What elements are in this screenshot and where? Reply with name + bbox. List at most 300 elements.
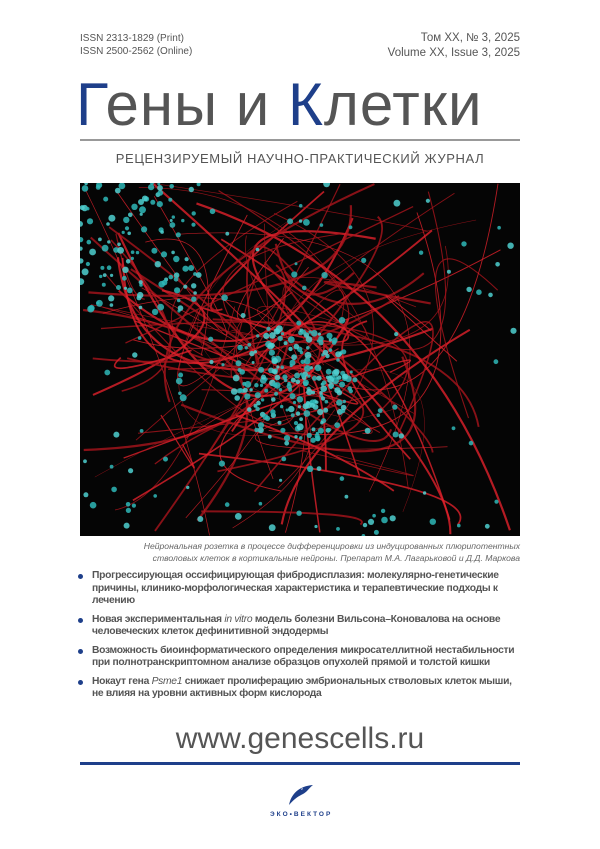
issn-print: ISSN 2313-1829 (Print) [80, 33, 184, 44]
cell-nucleus [256, 401, 261, 406]
cell-nucleus [196, 272, 202, 278]
cell-nucleus [288, 336, 295, 343]
cell-nucleus [343, 374, 349, 380]
cell-nucleus [261, 375, 266, 380]
cell-nucleus [255, 407, 259, 411]
cell-nucleus [294, 344, 300, 350]
volume-ru: Том XX, № 3, 2025 [420, 32, 520, 44]
cell-nucleus [221, 294, 228, 301]
cell-nucleus [341, 405, 347, 411]
cell-nucleus [279, 479, 282, 482]
title-initial-2: К [287, 71, 324, 138]
cell-nucleus [235, 513, 242, 520]
article-title-part: модель болезни Вильсона–Коновалова на основе человеческих клеток дефинитивной эндодермы [92, 613, 501, 637]
cell-nucleus [485, 524, 490, 529]
cell-nucleus [83, 459, 87, 463]
cell-nucleus [325, 400, 329, 404]
cell-nucleus [158, 190, 164, 196]
cell-nucleus [132, 352, 137, 357]
cell-nucleus [124, 523, 130, 529]
cell-nucleus [343, 400, 346, 403]
volume-block [388, 31, 520, 61]
cell-nucleus [128, 468, 133, 473]
cell-nucleus [297, 396, 303, 402]
image-caption [60, 540, 520, 564]
cell-nucleus [284, 435, 290, 441]
cell-nucleus [84, 183, 88, 185]
cell-nucleus [244, 393, 250, 399]
title-rest-1: ены и [105, 71, 288, 138]
cell-nucleus [335, 351, 341, 357]
cell-nucleus [208, 337, 213, 342]
cell-nucleus [328, 375, 331, 378]
cell-nucleus [275, 375, 281, 381]
cell-nucleus [152, 309, 158, 315]
volume-en: Volume XX, Issue 3, 2025 [387, 47, 520, 59]
cell-nucleus [169, 275, 174, 280]
cell-nucleus [122, 267, 128, 273]
cell-nucleus [110, 465, 114, 469]
cell-nucleus [476, 289, 482, 295]
article-item [76, 570, 524, 608]
cell-nucleus [372, 514, 376, 518]
cell-nucleus [252, 361, 255, 364]
cell-nucleus [296, 511, 301, 516]
cell-nucleus [90, 502, 97, 509]
cell-nucleus [87, 240, 92, 245]
cell-nucleus [494, 500, 498, 504]
cover-micrograph [80, 183, 520, 536]
cell-nucleus [140, 213, 143, 216]
cell-nucleus [274, 328, 280, 334]
cell-nucleus [271, 397, 276, 402]
cell-nucleus [363, 523, 367, 527]
cell-nucleus [347, 386, 352, 391]
cell-nucleus [318, 333, 321, 336]
cell-nucleus [197, 183, 201, 186]
cell-nucleus [139, 206, 146, 213]
cell-nucleus [153, 494, 157, 498]
cell-nucleus [178, 305, 184, 311]
cell-nucleus [320, 223, 324, 227]
cell-nucleus [293, 401, 296, 404]
cell-nucleus [323, 408, 328, 413]
cell-nucleus [303, 410, 310, 417]
cell-nucleus [162, 280, 168, 286]
cell-nucleus [96, 301, 99, 304]
cell-nucleus [225, 502, 230, 507]
cell-nucleus [237, 345, 243, 351]
cell-nucleus [127, 232, 131, 236]
cell-nucleus [86, 207, 89, 210]
cell-nucleus [320, 421, 323, 424]
cell-nucleus [306, 389, 312, 395]
bullet-icon [78, 649, 83, 654]
article-list [76, 570, 524, 707]
cell-nucleus [111, 487, 117, 493]
cell-nucleus [256, 248, 260, 252]
cell-nucleus [336, 527, 340, 531]
cell-nucleus [510, 328, 516, 334]
cell-nucleus [305, 402, 311, 408]
cell-nucleus [341, 349, 346, 354]
cell-nucleus [254, 383, 258, 387]
cell-nucleus [336, 358, 340, 362]
cell-nucleus [312, 376, 317, 381]
cell-nucleus [276, 365, 279, 368]
cell-nucleus [128, 213, 133, 218]
cell-nucleus [209, 360, 213, 364]
publisher-name: ЭКО•ВЕКТОР [270, 811, 333, 818]
cell-nucleus [333, 369, 339, 375]
cell-nucleus [350, 371, 353, 374]
cell-nucleus [273, 370, 278, 375]
cell-nucleus [305, 352, 312, 359]
cell-nucleus [247, 343, 251, 347]
cell-nucleus [394, 200, 401, 207]
cell-nucleus [126, 502, 131, 507]
cell-nucleus [182, 266, 188, 272]
cell-nucleus [122, 231, 125, 234]
cell-nucleus [284, 441, 289, 446]
cell-nucleus [263, 414, 269, 420]
cell-nucleus [155, 261, 161, 267]
cell-nucleus [82, 185, 89, 192]
cell-nucleus [83, 492, 88, 497]
cell-nucleus [279, 388, 282, 391]
cell-nucleus [231, 388, 238, 395]
cell-nucleus [319, 340, 324, 345]
cell-nucleus [430, 519, 436, 525]
cell-nucleus [507, 243, 513, 249]
cell-nucleus [192, 211, 196, 215]
cell-nucleus [241, 313, 246, 318]
title-initial-1: Г [76, 71, 106, 138]
cell-nucleus [291, 271, 297, 277]
cell-nucleus [80, 258, 84, 263]
cell-nucleus [306, 346, 310, 350]
cell-nucleus [296, 411, 300, 415]
cell-nucleus [332, 337, 338, 343]
cell-nucleus [191, 297, 196, 302]
cell-nucleus [113, 432, 119, 438]
cell-nucleus [303, 380, 309, 386]
cell-nucleus [381, 509, 385, 513]
cell-nucleus [210, 209, 216, 215]
cell-nucleus [288, 347, 292, 351]
cell-nucleus [461, 241, 466, 246]
cell-nucleus [270, 343, 275, 348]
cell-nucleus [274, 392, 278, 396]
cell-nucleus [102, 245, 109, 252]
cell-nucleus [89, 249, 96, 256]
cell-nucleus [284, 341, 288, 345]
cell-nucleus [178, 373, 183, 378]
cell-nucleus [390, 515, 396, 521]
cell-nucleus [315, 365, 322, 372]
cell-nucleus [126, 259, 131, 264]
cell-nucleus [173, 256, 179, 262]
cell-nucleus [123, 217, 129, 223]
cell-nucleus [322, 380, 327, 385]
cell-nucleus [300, 351, 303, 354]
cell-nucleus [291, 354, 297, 360]
cell-nucleus [294, 435, 297, 438]
cell-nucleus [280, 365, 284, 369]
cell-nucleus [290, 364, 293, 367]
cell-nucleus [243, 388, 248, 393]
cell-nucleus [269, 524, 276, 531]
cell-nucleus [469, 441, 474, 446]
cell-nucleus [107, 240, 110, 243]
cell-nucleus [336, 399, 342, 405]
cell-nucleus [116, 285, 121, 290]
cell-nucleus [315, 436, 321, 442]
cell-nucleus [326, 333, 332, 339]
cell-nucleus [131, 204, 137, 210]
cell-nucleus [191, 223, 195, 227]
cell-nucleus [99, 275, 102, 278]
cell-nucleus [315, 401, 318, 404]
cell-nucleus [103, 197, 108, 202]
cell-nucleus [125, 226, 129, 230]
cell-nucleus [138, 336, 142, 340]
cell-nucleus [447, 270, 451, 274]
cell-nucleus [180, 394, 187, 401]
cell-nucleus [352, 377, 357, 382]
cell-nucleus [299, 417, 303, 421]
cell-nucleus [494, 359, 499, 364]
cell-nucleus [161, 251, 167, 257]
cell-nucleus [80, 221, 83, 227]
bullet-icon [78, 618, 83, 623]
cell-nucleus [219, 461, 225, 467]
cell-nucleus [264, 389, 268, 393]
cell-nucleus [140, 429, 144, 433]
article-title: Прогрессирующая оссифицирующая фибродисплазия: молекулярно-генетические причины, клинико-морфологическая характеристика и терапевтические подходы к лечению [92, 570, 499, 606]
cell-nucleus [316, 432, 319, 435]
cell-nucleus [110, 274, 113, 277]
cell-nucleus [80, 237, 83, 242]
cell-nucleus [98, 238, 102, 242]
cell-nucleus [457, 524, 461, 528]
cell-nucleus [261, 398, 264, 401]
cell-nucleus [102, 283, 106, 287]
cell-nucleus [185, 257, 189, 261]
cell-nucleus [139, 306, 143, 310]
cell-nucleus [254, 428, 258, 432]
cell-nucleus [280, 405, 283, 408]
bullet-icon [78, 680, 83, 685]
cell-nucleus [317, 409, 323, 415]
title-rest-2: летки [323, 71, 483, 138]
cell-nucleus [255, 392, 261, 398]
cell-nucleus [160, 230, 164, 234]
cell-nucleus [108, 215, 115, 222]
article-item [76, 676, 524, 701]
cell-nucleus [278, 336, 283, 341]
cell-nucleus [225, 232, 229, 236]
cell-nucleus [295, 262, 298, 265]
cell-nucleus [303, 219, 310, 226]
cell-nucleus [321, 396, 325, 400]
cell-nucleus [361, 258, 366, 263]
cell-nucleus [291, 413, 295, 417]
cell-nucleus [378, 408, 383, 413]
neurite-fiber [155, 265, 286, 531]
cell-nucleus [188, 265, 194, 271]
cell-nucleus [299, 436, 303, 440]
cell-nucleus [349, 225, 353, 229]
cell-nucleus [307, 466, 313, 472]
cell-nucleus [138, 199, 144, 205]
cell-nucleus [197, 516, 203, 522]
cell-nucleus [269, 350, 275, 356]
article-title: Возможность биоинформатического определения микросателлитной нестабильности при полнотранскриптомном анализе образцов опухолей прямой и толстой кишки [92, 644, 515, 668]
cell-nucleus [245, 346, 248, 349]
cell-nucleus [377, 413, 381, 417]
article-item [76, 645, 524, 670]
cell-nucleus [399, 433, 404, 438]
issn-online: ISSN 2500-2562 (Online) [80, 46, 193, 57]
cell-nucleus [233, 375, 240, 382]
cell-nucleus [312, 427, 316, 431]
neurite-fiber [231, 246, 448, 345]
cell-nucleus [150, 200, 155, 205]
cell-nucleus [337, 375, 341, 379]
cell-nucleus [108, 295, 114, 301]
cell-nucleus [291, 378, 296, 383]
cell-nucleus [181, 219, 184, 222]
cell-nucleus [309, 330, 312, 333]
cell-nucleus [100, 266, 104, 270]
cell-nucleus [172, 215, 175, 218]
cell-nucleus [110, 303, 114, 307]
cell-nucleus [426, 199, 430, 203]
cell-nucleus [131, 250, 135, 254]
cell-nucleus [307, 433, 312, 438]
cell-nucleus [239, 388, 243, 392]
cell-nucleus [320, 385, 327, 392]
cell-nucleus [317, 466, 322, 471]
cell-nucleus [298, 405, 301, 408]
cell-nucleus [329, 386, 333, 390]
cell-nucleus [131, 257, 134, 260]
cell-nucleus [334, 422, 340, 428]
neural-rosette-image [80, 183, 520, 536]
cell-nucleus [168, 198, 172, 202]
caption-line-2: стволовых клеток в кортикальные нейроны. Препарат М.А. Лагарьковой и Д.Д. Маркова [152, 553, 520, 563]
cell-nucleus [82, 268, 89, 275]
cell-nucleus [249, 388, 252, 391]
cell-nucleus [260, 384, 263, 387]
cell-nucleus [268, 435, 272, 439]
cell-nucleus [362, 534, 366, 536]
cell-nucleus [272, 358, 278, 364]
cell-nucleus [337, 390, 342, 395]
cell-nucleus [302, 286, 307, 291]
cell-nucleus [321, 272, 327, 278]
cell-nucleus [274, 382, 281, 389]
cell-nucleus [282, 374, 287, 379]
cell-nucleus [171, 251, 175, 255]
cell-nucleus [340, 476, 345, 481]
cell-nucleus [301, 330, 306, 335]
cell-nucleus [178, 392, 182, 396]
cell-nucleus [326, 369, 332, 375]
cell-nucleus [365, 428, 371, 434]
cell-nucleus [299, 204, 303, 208]
cell-nucleus [236, 360, 242, 366]
caption-line-1: Нейрональная розетка в процессе дифференцировки из индуцированных плюрипотентных [143, 541, 520, 551]
cell-nucleus [247, 407, 252, 412]
cell-nucleus [80, 278, 84, 285]
journal-website-link[interactable]: www.genescells.ru [175, 722, 425, 755]
cell-nucleus [177, 299, 181, 303]
cell-nucleus [137, 295, 142, 300]
cell-nucleus [170, 219, 173, 222]
cell-nucleus [221, 363, 224, 366]
cell-nucleus [157, 185, 163, 191]
cell-nucleus [316, 376, 321, 381]
cell-nucleus [258, 367, 264, 373]
cell-nucleus [329, 338, 332, 341]
cell-nucleus [323, 350, 328, 355]
article-title-part: снижает пролиферацию эмбриональных стволовых клеток мыши, не влияя на уровни активных форм кислорода [92, 675, 512, 699]
cell-nucleus [148, 184, 154, 190]
cell-nucleus [311, 330, 318, 337]
cell-nucleus [328, 428, 331, 431]
cell-nucleus [452, 426, 456, 430]
article-title-part: Новая экспериментальная [92, 613, 225, 625]
cell-nucleus [270, 409, 275, 414]
cell-nucleus [86, 262, 90, 266]
cell-nucleus [288, 406, 294, 412]
cell-nucleus [193, 291, 197, 295]
cell-nucleus [297, 423, 304, 430]
cell-nucleus [104, 370, 110, 376]
cell-nucleus [189, 187, 194, 192]
cell-nucleus [304, 358, 311, 365]
cell-nucleus [141, 226, 147, 232]
cell-nucleus [169, 184, 174, 189]
cell-nucleus [323, 183, 330, 187]
cell-nucleus [281, 457, 286, 462]
publisher-logo [270, 782, 333, 818]
cell-nucleus [304, 365, 311, 372]
cell-nucleus [254, 350, 257, 353]
cell-nucleus [127, 288, 133, 294]
cell-nucleus [266, 327, 270, 331]
cell-nucleus [186, 486, 189, 489]
cell-nucleus [488, 293, 493, 298]
cell-nucleus [299, 219, 302, 222]
cell-nucleus [170, 222, 176, 228]
cell-nucleus [294, 421, 298, 425]
cell-nucleus [393, 432, 399, 438]
cell-nucleus [423, 491, 426, 494]
cell-nucleus [381, 517, 388, 524]
cell-nucleus [280, 428, 285, 433]
cell-nucleus [176, 378, 183, 385]
neurite-fiber [386, 296, 457, 362]
cell-nucleus [151, 248, 157, 254]
cell-nucleus [287, 218, 293, 224]
neurite-fiber [124, 360, 411, 458]
cell-nucleus [80, 247, 83, 251]
bullet-icon [78, 574, 83, 579]
cell-nucleus [176, 232, 181, 237]
